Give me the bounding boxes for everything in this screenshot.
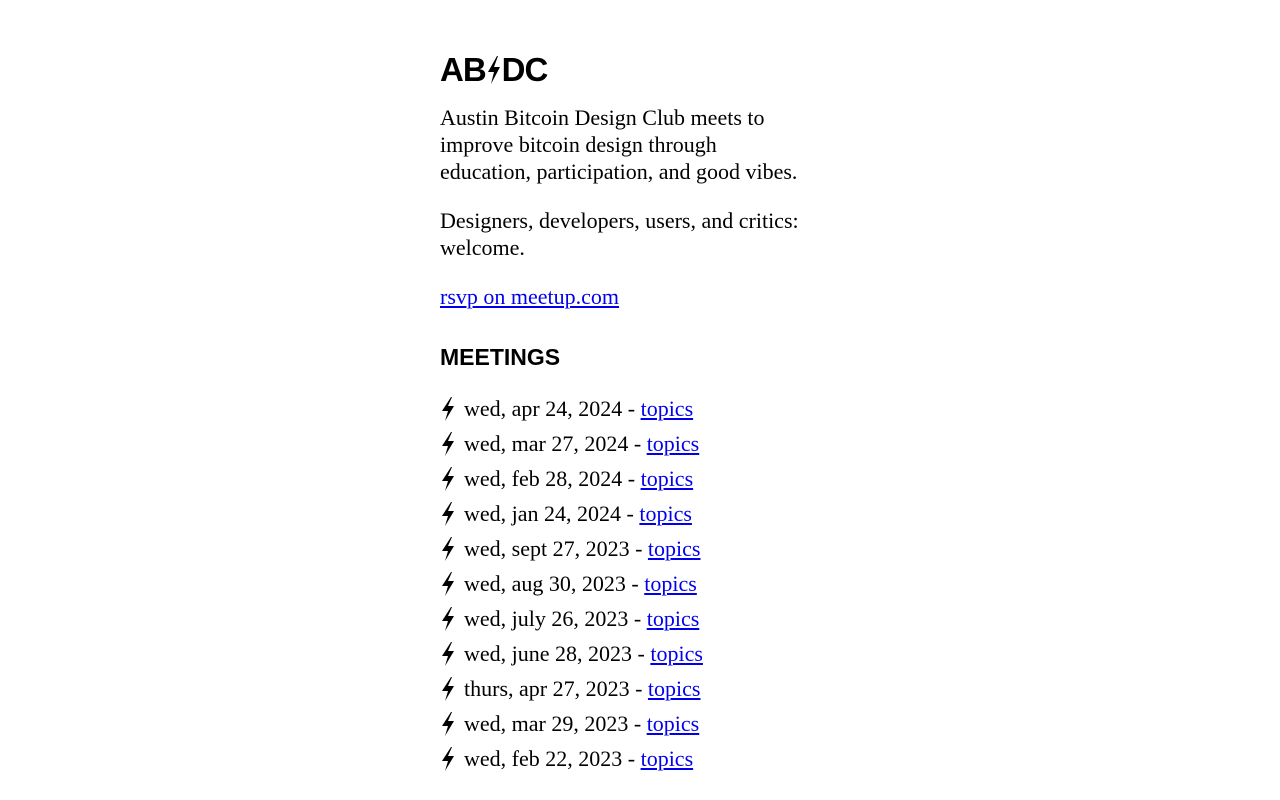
meeting-date: wed, mar 27, 2024 <box>464 431 629 456</box>
meeting-date: wed, sept 27, 2023 <box>464 536 630 561</box>
meeting-date: wed, jan 24, 2024 <box>464 501 622 526</box>
meeting-separator: - <box>622 466 641 491</box>
meeting-date: wed, mar 29, 2023 <box>464 711 629 736</box>
meetings-heading: MEETINGS <box>440 344 561 370</box>
meetings-list <box>440 391 810 776</box>
meeting-item <box>440 391 810 426</box>
meeting-topics-link[interactable]: topics <box>640 466 694 491</box>
intro-paragraph: Austin Bitcoin Design Club meets to improve bitcoin design through education, participation, and good vibes. <box>440 105 798 184</box>
meeting-item <box>440 566 810 601</box>
meeting-item <box>440 426 810 461</box>
meeting-separator: - <box>622 396 641 421</box>
meeting-topics-link[interactable]: topics <box>640 396 694 421</box>
meeting-separator: - <box>628 606 647 631</box>
page-content <box>440 51 810 776</box>
lightning-bolt-icon <box>440 641 456 667</box>
meeting-date: wed, june 28, 2023 <box>464 641 633 666</box>
meeting-separator: - <box>628 431 647 456</box>
meeting-topics-link[interactable]: topics <box>646 431 700 456</box>
lightning-bolt-icon <box>440 396 456 422</box>
meeting-topics-link[interactable]: topics <box>639 501 692 526</box>
meeting-separator: - <box>625 571 645 596</box>
abdc-logo <box>440 51 810 88</box>
meeting-date: wed, aug 30, 2023 <box>464 571 626 596</box>
meeting-item <box>440 496 810 531</box>
meeting-topics-link[interactable]: topics <box>646 711 700 736</box>
meeting-separator: - <box>632 641 651 666</box>
meeting-topics-link[interactable]: topics <box>647 536 701 561</box>
meeting-date: thurs, apr 27, 2023 <box>464 676 630 701</box>
meeting-item <box>440 461 810 496</box>
lightning-bolt-icon <box>440 501 456 527</box>
lightning-bolt-icon <box>440 606 456 632</box>
lightning-bolt-icon <box>440 536 456 562</box>
meeting-separator: - <box>621 501 640 526</box>
rsvp-meetup-link[interactable]: rsvp on meetup.com <box>440 284 620 309</box>
lightning-bolt-icon <box>440 571 456 597</box>
lightning-bolt-icon <box>486 55 502 85</box>
lightning-bolt-icon <box>440 431 456 457</box>
lightning-bolt-icon <box>440 711 456 737</box>
lightning-bolt-icon <box>440 676 456 702</box>
meeting-separator: - <box>629 536 648 561</box>
meeting-separator: - <box>629 676 648 701</box>
meeting-date: wed, apr 24, 2024 <box>464 396 623 421</box>
logo-text-dc: DC <box>501 51 548 88</box>
meeting-item <box>440 636 810 671</box>
meeting-item <box>440 531 810 566</box>
meeting-separator: - <box>628 711 647 736</box>
meeting-date: wed, july 26, 2023 <box>464 606 629 631</box>
lightning-bolt-icon <box>440 746 456 772</box>
welcome-paragraph: Designers, developers, users, and critics: welcome. <box>440 208 799 260</box>
meeting-item <box>440 601 810 636</box>
meeting-topics-link[interactable]: topics <box>650 641 703 666</box>
meeting-date: wed, feb 28, 2024 <box>464 466 623 491</box>
meeting-topics-link[interactable]: topics <box>646 606 700 631</box>
meeting-item <box>440 741 810 776</box>
meeting-topics-link[interactable]: topics <box>647 676 701 701</box>
rsvp-paragraph <box>440 283 810 310</box>
meeting-item <box>440 706 810 741</box>
meeting-topics-link[interactable]: topics <box>644 571 697 596</box>
meeting-date: wed, feb 22, 2023 <box>464 746 623 771</box>
logo-text-ab: AB <box>440 51 486 88</box>
meeting-separator: - <box>622 746 641 771</box>
meeting-topics-link[interactable]: topics <box>640 746 694 771</box>
meeting-item <box>440 671 810 706</box>
lightning-bolt-icon <box>440 466 456 492</box>
